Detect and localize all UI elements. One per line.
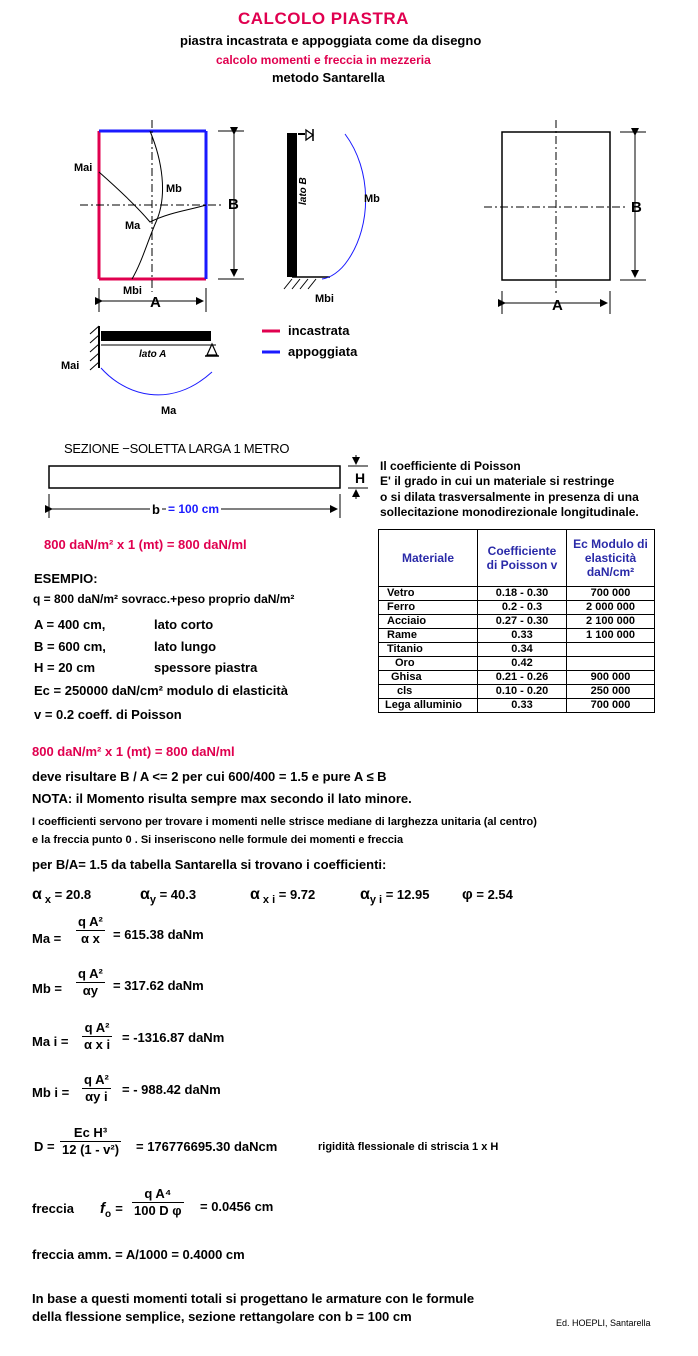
coef-phi-value: = 2.54 [476, 887, 513, 902]
conclusion-line-1: In base a questi momenti totali si progettano le armature con le formule [32, 1291, 475, 1306]
formula-d-fraction [60, 1125, 121, 1158]
formula-mbi-result: = - 988.42 daNm [122, 1082, 221, 1097]
formula-ma-lhs: Ma = [32, 931, 62, 946]
coef-alpha-x [32, 886, 91, 904]
example-B-desc: lato lungo [154, 639, 217, 654]
conversion-1: 800 daN/m² x 1 (mt) = 800 daN/ml [44, 537, 247, 552]
cell-poisson: 0.18 - 0.30 [478, 587, 567, 601]
beam-lato-a [90, 326, 219, 395]
cell-modulus: 700 000 [567, 587, 655, 601]
formula-mai-num: q A² [82, 1020, 112, 1037]
label-B-1: B [228, 196, 239, 213]
subtitle-2: calcolo momenti e freccia in mezzeria [216, 53, 431, 67]
poisson-line-1: Il coefficiente di Poisson [380, 459, 521, 473]
table-row [379, 615, 655, 629]
formula-mb-result: = 317.62 daNm [113, 978, 204, 993]
cell-modulus: 1 100 000 [567, 629, 655, 643]
formula-d-num: Ec H³ [60, 1125, 121, 1142]
cell-poisson: 0.2 - 0.3 [478, 601, 567, 615]
header-materiale: Materiale [379, 530, 478, 587]
legend-incastrata: incastrata [288, 323, 350, 338]
section-b-label: b [152, 502, 160, 517]
label-mai: Mai [74, 162, 93, 174]
alpha-symbol: α [360, 886, 370, 903]
cell-modulus: 900 000 [567, 671, 655, 685]
alpha-symbol: α [32, 886, 42, 903]
subtitle-1: piastra incastrata e appoggiata come da disegno [180, 33, 482, 48]
example-q: q = 800 daN/m² sovracc.+peso proprio daN/m² [33, 592, 295, 606]
cell-material: Ferro [379, 601, 478, 615]
label-A-1: A [150, 294, 161, 311]
coef-alpha-xi-value: = 9.72 [278, 887, 316, 902]
coef-alpha-y [140, 886, 196, 904]
header-poisson: Coefficiente di Poisson v [478, 530, 567, 587]
cell-poisson: 0.34 [478, 643, 567, 657]
alpha-symbol: α [140, 886, 150, 903]
label-mbi-side: Mbi [315, 293, 334, 305]
cell-material: Acciaio [379, 615, 478, 629]
formula-f-result: = 0.0456 cm [200, 1199, 274, 1214]
cell-poisson: 0.21 - 0.26 [478, 671, 567, 685]
poisson-line-2: E' il grado in cui un materiale si restringe [380, 474, 615, 488]
coef-alpha-y-value: = 40.3 [159, 887, 197, 902]
formula-d-note: rigidità flessionale di striscia 1 x H [318, 1141, 499, 1153]
label-ma-beam: Ma [161, 405, 177, 417]
formula-f-subscript: o [105, 1209, 112, 1220]
formula-f-fraction [132, 1186, 184, 1219]
table-row [379, 587, 655, 601]
cell-modulus [567, 643, 655, 657]
example-title: ESEMPIO: [34, 571, 98, 586]
cell-material: Ghisa [379, 671, 478, 685]
cell-modulus: 700 000 [567, 699, 655, 713]
formula-mbi-den: αy i [85, 1089, 108, 1104]
coefficients-note-1: I coefficienti servono per trovare i momenti nelle strisce mediane di larghezza unitaria (al centro) [32, 816, 537, 828]
label-B-3: B [631, 199, 642, 216]
label-mbi: Mbi [123, 285, 142, 297]
cell-poisson: 0.27 - 0.30 [478, 615, 567, 629]
cell-modulus: 250 000 [567, 685, 655, 699]
santarella-line: per B/A= 1.5 da tabella Santarella si trovano i coefficienti: [32, 857, 387, 872]
cell-material: Vetro [379, 587, 478, 601]
header-modulo: Ec Modulo di elasticità daN/cm² [567, 530, 655, 587]
formula-mbi-lhs: Mb i = [32, 1085, 70, 1100]
coef-alpha-x-value: = 20.8 [54, 887, 92, 902]
label-mb-side: Mb [364, 193, 380, 205]
condition-line: deve risultare B / A <= 2 per cui 600/400 = 1.5 e pure A ≤ B [32, 769, 387, 784]
credit: Ed. HOEPLI, Santarella [556, 1318, 651, 1328]
section-h-label: H [355, 470, 366, 486]
section-title: SEZIONE −SOLETTA LARGA 1 METRO [64, 441, 290, 456]
legend-appoggiata: appoggiata [288, 344, 358, 359]
formula-ma-result: = 615.38 daNm [113, 927, 204, 942]
phi-symbol: φ [462, 886, 473, 903]
formula-mai-den: α x i [84, 1037, 111, 1052]
label-mai-beam: Mai [61, 360, 80, 372]
freccia-ammissibile: freccia amm. = A/1000 = 0.4000 cm [32, 1247, 245, 1262]
formula-mb-num: q A² [78, 966, 103, 981]
formula-mb-fraction [76, 966, 105, 999]
table-row [379, 657, 655, 671]
example-B: B = 600 cm, [34, 639, 106, 654]
plate-3-drawing [484, 120, 646, 314]
cell-material: Rame [379, 629, 478, 643]
example-v: v = 0.2 coeff. di Poisson [34, 707, 182, 722]
formula-d-den: 12 (1 - v²) [62, 1142, 120, 1157]
side-view-b [284, 129, 366, 289]
formula-f-num: q A⁴ [132, 1186, 184, 1203]
table-header-row [379, 530, 655, 587]
formula-ma-fraction [76, 914, 105, 947]
table-row [379, 699, 655, 713]
formula-mbi-num: q A² [84, 1072, 109, 1087]
page-title: CALCOLO PIASTRA [238, 9, 409, 28]
formula-mb-den: αy [82, 983, 99, 998]
cell-modulus [567, 657, 655, 671]
cell-modulus: 2 100 000 [567, 615, 655, 629]
formula-mai-result: = -1316.87 daNm [122, 1030, 225, 1045]
subscript-xi: x i [259, 894, 276, 906]
alpha-symbol: α [250, 886, 260, 903]
subtitle-3: metodo Santarella [272, 70, 385, 85]
table-row [379, 601, 655, 615]
poisson-line-3: o si dilata trasversalmente in presenza di una [380, 490, 639, 504]
cell-modulus: 2 000 000 [567, 601, 655, 615]
cell-material: Lega alluminio [379, 699, 478, 713]
example-A: A = 400 cm, [34, 617, 106, 632]
table-row [379, 685, 655, 699]
poisson-line-4: sollecitazione monodirezionale longitudinale. [380, 505, 639, 519]
formula-d-result: = 176776695.30 daNcm [136, 1139, 278, 1154]
materials-table [378, 529, 655, 713]
coef-alpha-yi-value: = 12.95 [385, 887, 430, 902]
label-ma: Ma [125, 220, 141, 232]
example-Ec: Ec = 250000 daN/cm² modulo di elasticità [34, 683, 288, 698]
formula-mai-lhs: Ma i = [32, 1034, 69, 1049]
conversion-2: 800 daN/m² x 1 (mt) = 800 daN/ml [32, 744, 235, 759]
cell-poisson: 0.33 [478, 699, 567, 713]
formula-ma-num: q A² [78, 914, 103, 929]
coefficients-note-2: e la freccia punto 0 . Si inseriscono nelle formule dei momenti e freccia [32, 834, 404, 846]
example-H-desc: spessore piastra [154, 660, 258, 675]
table-row [379, 629, 655, 643]
subscript-x: x [41, 894, 52, 906]
label-lato-b: lato B [298, 177, 309, 205]
cell-material: cls [379, 685, 478, 699]
formula-d-lhs: D = [34, 1139, 55, 1154]
label-mb: Mb [166, 183, 182, 195]
table-row [379, 643, 655, 657]
coef-alpha-yi [360, 886, 429, 904]
formula-f-den: 100 D φ [134, 1203, 182, 1218]
formula-mb-lhs: Mb = [32, 981, 62, 996]
formula-f-symbol [100, 1200, 123, 1220]
example-A-desc: lato corto [154, 617, 214, 632]
cell-poisson: 0.10 - 0.20 [478, 685, 567, 699]
subscript-y: y [149, 894, 156, 906]
cell-material: Oro [379, 657, 478, 671]
table-row [379, 671, 655, 685]
formula-mbi-fraction [82, 1072, 111, 1105]
label-A-3: A [552, 297, 563, 314]
formula-ma-den: α x [80, 931, 100, 946]
cell-poisson: 0.33 [478, 629, 567, 643]
plate-1-drawing [80, 120, 244, 312]
formula-f-symbol-text: f [100, 1200, 105, 1217]
section-b-value: = 100 cm [168, 502, 220, 516]
subscript-yi: y i [369, 894, 383, 906]
label-lato-a: lato A [139, 349, 167, 360]
note-line: NOTA: il Momento risulta sempre max secondo il lato minore. [32, 791, 412, 806]
coef-alpha-xi [250, 886, 315, 904]
conclusion-line-2: della flessione semplice, sezione rettangolare con b = 100 cm [32, 1309, 412, 1324]
formula-mai-fraction [82, 1020, 112, 1053]
cell-material: Titanio [379, 643, 478, 657]
cell-poisson: 0.42 [478, 657, 567, 671]
example-H: H = 20 cm [34, 660, 96, 675]
equals-sign: = [115, 1201, 123, 1216]
coef-phi [462, 886, 513, 903]
formula-f-lhs: freccia [32, 1201, 74, 1216]
